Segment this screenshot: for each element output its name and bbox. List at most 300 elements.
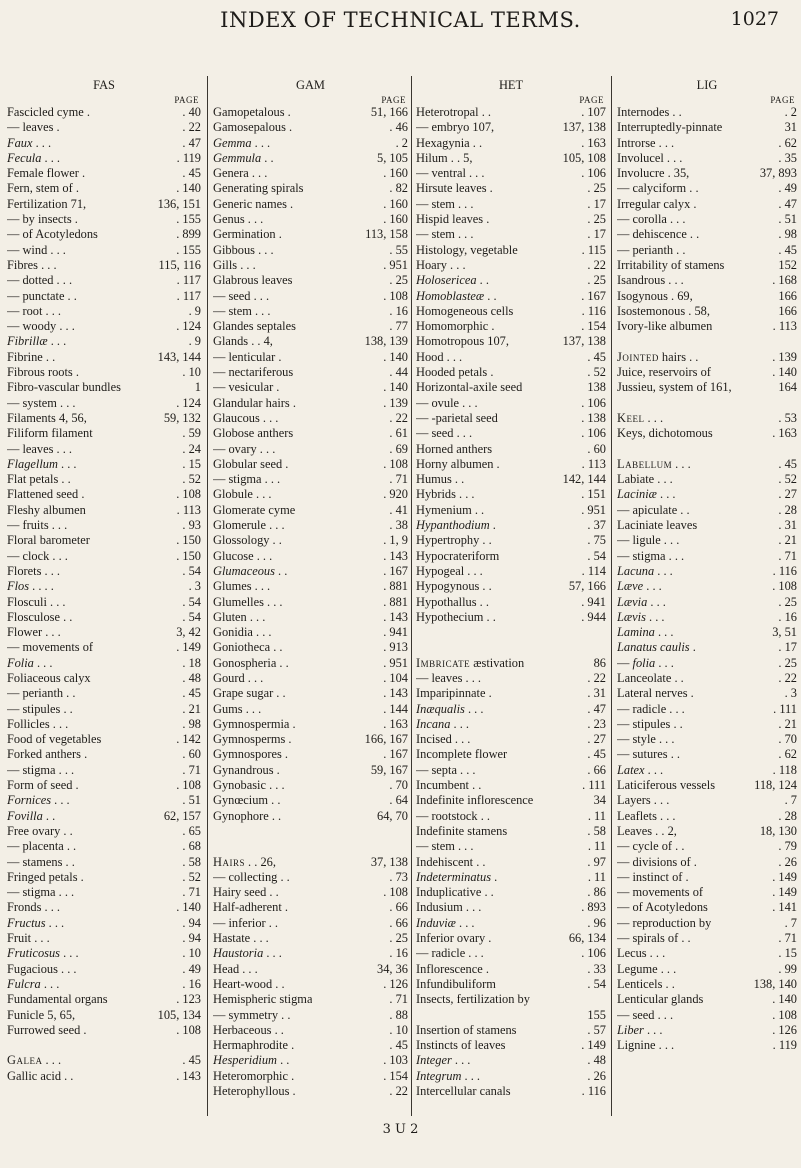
column-key [213,78,408,95]
entry-page-ref: . 71 [389,472,408,487]
entry-page-ref: . 54 [182,609,201,624]
index-entry [213,595,408,610]
entry-term: Flosculi . . . [7,594,66,609]
entry-term: Leaves . . 2, [617,823,677,838]
entry-page-ref: 3, 51 [772,625,797,640]
entry-term: — of Acotyledons [7,227,98,242]
entry-page-ref: . 24 [182,441,201,456]
entry-page-ref: . 45 [182,686,201,701]
index-entry [213,166,408,181]
entry-page-ref: . 65 [182,823,201,838]
index-entry [7,151,201,166]
entry-page-ref: . 881 [383,594,408,609]
entry-term: Glomerate cyme [213,502,296,517]
entry-term: Integrum . . . [416,1068,481,1083]
entry-page-ref: . 21 [182,701,201,716]
index-entry [7,671,201,686]
page-number: 1027 [730,8,779,30]
index-entry [416,212,606,227]
entry-page-ref: . 155 [176,212,201,227]
index-entry [213,778,408,793]
entry-term: Gynandrous . [213,762,280,777]
index-entry [416,120,606,135]
entry-term: Gemmula . . [213,150,274,165]
index-entry [213,916,408,931]
index-entry [213,809,408,824]
entry-term: — woody . . . [7,319,75,334]
entry-term: — folia . . . [617,655,674,670]
entry-term: — stigma . . . [7,885,75,900]
index-entry [416,671,606,686]
entry-page-ref: 34 [593,793,606,808]
index-entry [617,487,797,502]
index-entry [7,1008,201,1023]
index-entry [7,304,201,319]
entry-page-ref: . 61 [389,426,408,441]
entry-page-ref: . 52 [778,472,797,487]
index-entry [213,350,408,365]
index-column-4 [617,78,797,1053]
index-entry [213,717,408,732]
entry-page-ref: . 124 [176,319,201,334]
entry-term: Hispid leaves . [416,212,490,227]
column-key [416,78,606,95]
entry-page-ref: 164 [778,380,797,395]
index-entry [416,962,606,977]
index-entry [617,977,797,992]
entry-page-ref: . 94 [182,931,201,946]
entry-page-ref: . 40 [182,105,201,119]
entry-term: — embryo 107, [416,120,495,135]
entry-page-ref: . 88 [389,1007,408,1022]
entry-page-ref: . 143 [383,548,408,563]
index-entry [617,411,797,426]
entry-term: Folia . . . [7,655,53,670]
entry-term: Gynobasic . . . [213,778,285,793]
index-entry [7,946,201,961]
entry-term: Fertilization 71, [7,196,87,211]
entry-term: Fulcra . . . [7,976,60,991]
entry-page-ref: . 23 [587,716,606,731]
index-entry [617,319,797,334]
signature-mark: 3 U 2 [382,1122,419,1137]
index-entry [416,319,606,334]
entry-page-ref: 3, 42 [176,625,201,640]
index-entry [213,273,408,288]
entry-term: Indefinite inflorescence [416,793,534,808]
entry-term: Gibbous . . . [213,242,274,257]
index-entry [7,105,201,120]
entry-term: Hesperidium . . [213,1053,290,1068]
index-entry [617,717,797,732]
index-entry [213,992,408,1007]
entry-page-ref: . 97 [587,854,606,869]
index-entry [7,564,201,579]
entry-term: Insects, fertilization by [416,992,530,1007]
index-entry [416,549,606,564]
entry-page-ref: . 52 [182,472,201,487]
column-divider [611,76,612,1116]
entry-term: — stem . . . [416,839,474,854]
entry-term: Hypothecium . . [416,609,496,624]
index-entry [213,503,408,518]
index-entry [7,258,201,273]
entry-term: Filaments 4, 56, [7,410,87,425]
entry-term: Glumelles . . . [213,594,283,609]
entry-term: — septa . . . [416,762,476,777]
entry-page-ref: . 113 [772,319,797,334]
entry-term: Form of seed . [7,778,79,793]
entry-page-ref: 166 [778,303,797,318]
entry-page-ref: 136, 151 [157,196,201,211]
index-entry [416,197,606,212]
entry-page-ref: 37, 893 [759,166,797,181]
entry-term: — radicle . . . [617,701,685,716]
entry-term: Fruit . . . [7,931,50,946]
entry-page-ref: . 160 [383,212,408,227]
entry-page-ref: . 58 [587,823,606,838]
entry-page-ref: . 25 [778,655,797,670]
entry-page-ref: . 160 [383,166,408,181]
entry-page-ref: . 15 [182,456,201,471]
entry-term: Gourd . . . [213,670,264,685]
entry-page-ref: . 114 [581,563,606,578]
entry-term: Instincts of leaves [416,1038,506,1053]
entry-term: — vesicular . [213,380,280,395]
entry-page-ref: . 2 [784,105,797,119]
entry-term: Indeterminatus . [416,869,498,884]
index-entry [213,732,408,747]
index-entry [617,518,797,533]
index-entry [416,472,606,487]
index-column-3 [416,78,606,1099]
entry-term: Fovilla . . [7,808,56,823]
entry-term: — instinct of . [617,869,689,884]
entry-term: — by insects . [7,212,78,227]
entry-page-ref: . 69 [389,441,408,456]
entry-term: Læve . . . [617,579,662,594]
entry-page-ref: . 150 [176,533,201,548]
entry-term: Globose anthers [213,426,294,441]
entry-page-ref: . 140 [772,992,797,1007]
index-entry [416,809,606,824]
entry-term: Glands . . 4, [213,334,273,349]
entry-page-ref: . 38 [389,518,408,533]
entry-term: Florets . . . [7,563,61,578]
entry-page-ref: . 2 [395,135,408,150]
entry-page-ref: . 951 [383,257,408,272]
entry-page-ref: . 167 [383,747,408,762]
index-entry [617,181,797,196]
entry-page-ref: . 951 [383,655,408,670]
index-entry [416,931,606,946]
entry-term: Fibrine . . [7,349,56,364]
entry-term: Follicles . . . [7,716,69,731]
entry-page-ref: . 113 [176,502,201,517]
entry-page-ref: . 941 [581,594,606,609]
index-entry [617,1008,797,1023]
index-entry [617,732,797,747]
entry-page-ref: . 149 [581,1038,606,1053]
index-entry [416,273,606,288]
index-entry [617,136,797,151]
entry-term: Incana . . . [416,716,470,731]
entry-page-ref: . 108 [383,456,408,471]
index-entry [617,564,797,579]
index-entry [213,977,408,992]
entry-term: Fornices . . . [7,793,70,808]
entry-page-ref: 37, 138 [370,854,408,869]
entry-page-ref: . 149 [772,885,797,900]
entry-term: Holosericea . . [416,273,489,288]
entry-page-ref: . 116 [772,563,797,578]
entry-page-ref: . 86 [587,885,606,900]
entry-term: — apiculate . . [617,502,690,517]
column-key [7,78,201,95]
index-entry [7,380,201,395]
entry-page-ref: . 45 [182,166,201,181]
entry-page-ref: . 35 [778,150,797,165]
entry-page-ref: . 151 [581,487,606,502]
entry-term: — style . . . [617,732,675,747]
index-entry [213,962,408,977]
index-entry [213,334,408,349]
entry-term: Irritability of stamens [617,257,725,272]
index-entry [7,855,201,870]
entry-page-ref: . 149 [772,869,797,884]
index-entry [416,579,606,594]
entry-page-ref: . 108 [176,1022,201,1037]
entry-term: — rootstock . . [416,808,490,823]
index-entry [617,763,797,778]
index-entry [617,579,797,594]
entry-term: Incised . . . [416,732,471,747]
entry-term: Hypanthodium . [416,518,496,533]
entry-page-ref: . 117 [176,273,201,288]
entry-term: Laciniate leaves [617,518,698,533]
index-entry [416,151,606,166]
index-entry [213,1069,408,1084]
entry-page-ref: . 52 [587,365,606,380]
entry-term: Fascicled cyme . [7,105,90,119]
entry-page-ref: . 163 [772,426,797,441]
entry-term: — seed . . . [213,288,270,303]
index-entry [213,319,408,334]
index-entry [416,855,606,870]
entry-term: Gymnosperms . [213,732,292,747]
entry-page-ref: 155 [587,1007,606,1022]
index-entry [416,258,606,273]
entry-page-ref: . 22 [587,670,606,685]
index-entry [213,457,408,472]
column-key [617,78,797,95]
index-entry [416,656,606,671]
entry-page-ref: . 126 [383,976,408,991]
index-entry [7,732,201,747]
index-entry [617,289,797,304]
entry-page-ref: . 154 [383,1068,408,1083]
entry-term: — symmetry . . [213,1007,291,1022]
entry-page-ref: . 913 [383,640,408,655]
entry-term: Glandular hairs . [213,395,296,410]
entry-page-ref: 64, 70 [377,808,408,823]
index-entry [213,579,408,594]
index-entry [213,1053,408,1068]
index-entry [617,778,797,793]
entry-term: Heterophyllous . [213,1084,296,1098]
entry-page-ref: . 66 [389,915,408,930]
entry-page-ref: 166, 167 [364,732,408,747]
entry-term: Gamopetalous . [213,105,291,119]
entry-page-ref: . 66 [587,762,606,777]
entry-page-ref: . 113 [581,456,606,471]
index-entry [213,686,408,701]
entry-term: Insertion of stamens [416,1022,517,1037]
entry-term: — stipules . . [7,701,73,716]
entry-page-ref: . 167 [383,563,408,578]
index-entry [213,472,408,487]
entry-term: Generic names . [213,196,294,211]
index-entry [213,518,408,533]
entry-page-ref: . 167 [581,288,606,303]
entry-page-ref: . 71 [182,885,201,900]
entry-term: Liber . . . [617,1022,663,1037]
entry-page-ref: . 98 [182,716,201,731]
index-entry [617,900,797,915]
entry-page-ref: . 60 [182,747,201,762]
entry-page-ref: . 118 [772,762,797,777]
entry-term: Lenticular glands [617,992,704,1007]
entry-term: — inferior . . [213,915,279,930]
entry-page-ref: . 82 [389,181,408,196]
entry-term: Goniotheca . . [213,640,283,655]
entry-page-ref: . 98 [778,227,797,242]
index-entry [213,671,408,686]
entry-term: Germination . [213,227,282,242]
entry-term: Fibrillæ . . . [7,334,67,349]
index-entry [7,365,201,380]
entry-term: Glumes . . . [213,579,271,594]
entry-term: Gymnospores . [213,747,289,762]
entry-term: Juice, reservoirs of [617,365,711,380]
entry-term: Gemma . . . [213,135,271,150]
column-divider [411,76,412,1116]
index-entry [617,472,797,487]
entry-page-ref: . 3 [784,686,797,701]
entry-term: Isogynous . 69, [617,288,693,303]
index-entry [416,350,606,365]
index-entry [7,793,201,808]
index-entry [7,166,201,181]
index-entry [416,396,606,411]
index-entry [416,732,606,747]
entry-term: Gamosepalous . [213,120,293,135]
entry-term: — nectariferous [213,365,294,380]
entry-term: — root . . . [7,303,62,318]
index-entry [617,533,797,548]
column-divider [207,76,208,1116]
entry-term: Homotropous 107, [416,334,509,349]
entry-page-ref: . 104 [383,670,408,685]
entry-page-ref: . 73 [389,869,408,884]
index-entry [617,197,797,212]
entry-term: Heterotropal . . [416,105,492,119]
index-entry [416,289,606,304]
entry-page-ref: . 17 [587,227,606,242]
entry-term: Gonidia . . . [213,625,272,640]
entry-term: Induplicative . . [416,885,494,900]
index-entry [213,656,408,671]
entry-page-ref: . 93 [182,518,201,533]
entry-term: Inferior ovary . [416,931,492,946]
index-entry [213,380,408,395]
entry-term: Floral barometer [7,533,90,548]
entry-page-ref: . 54 [182,594,201,609]
entry-page-ref: . 9 [188,334,201,349]
entry-page-ref: 59, 132 [163,410,201,425]
entry-term: — ovule . . . [416,395,478,410]
entry-term: Incomplete flower [416,747,508,762]
page-title: INDEX OF TECHNICAL TERMS. [220,8,581,32]
entry-term: Lævia . . . [617,594,666,609]
entry-page-ref: . 140 [383,349,408,364]
index-entry [416,870,606,885]
index-entry [617,962,797,977]
entry-page-ref: . 106 [581,166,606,181]
entry-page-ref: . 139 [772,349,797,364]
index-entry [617,610,797,625]
entry-page-ref: . 140 [383,380,408,395]
entry-page-ref: . 47 [182,135,201,150]
entry-page-ref: . 71 [778,548,797,563]
entry-page-ref: . 22 [182,120,201,135]
entry-page-ref: . 48 [587,1053,606,1068]
entry-term: Interruptedly-pinnate [617,120,723,135]
index-entry [416,1038,606,1053]
index-entry [7,778,201,793]
entry-term: Heteromorphic . [213,1068,295,1083]
entry-page-ref: . 54 [587,548,606,563]
index-entry [617,350,797,365]
entry-page-ref: . 45 [778,242,797,257]
column-key-label: LIG [696,78,718,92]
entry-page-ref: . 22 [778,670,797,685]
index-entry [617,166,797,181]
entry-term: Hooded petals . [416,365,494,380]
entry-term: Flattened seed . [7,487,85,502]
entry-term: — stem . . . [213,303,271,318]
entry-term: — fruits . . . [7,518,68,533]
entry-term: Fronds . . . [7,900,61,915]
entry-term: — leaves . . . [416,670,482,685]
index-entry [617,916,797,931]
entry-page-ref: . 31 [587,686,606,701]
entry-page-ref: . 9 [188,303,201,318]
index-entry [416,503,606,518]
index-entry [617,227,797,242]
entry-page-ref: . 51 [182,793,201,808]
entry-page-ref: . 108 [383,885,408,900]
entry-term: — dehiscence . . [617,227,700,242]
entry-term: Filiform filament [7,426,93,441]
entry-page-ref: . 106 [581,946,606,961]
index-entry [416,1053,606,1068]
entry-page-ref: . 1, 9 [383,533,408,548]
entry-page-ref: . 31 [778,518,797,533]
entry-page-ref: . 18 [182,655,201,670]
entry-page-ref: . 37 [587,518,606,533]
index-entry [416,227,606,242]
